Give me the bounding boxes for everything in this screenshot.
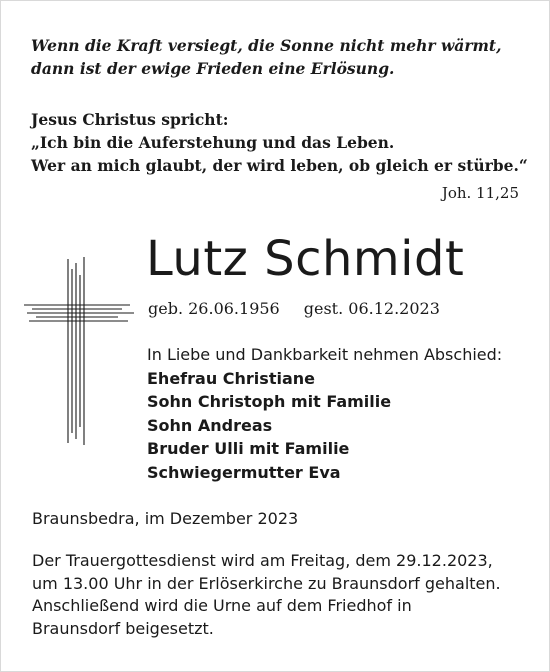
- motto-line: Wenn die Kraft versiegt, die Sonne nicht mehr wärmt,: [31, 36, 502, 55]
- bible-quote: [31, 108, 531, 177]
- mourners-list: [147, 367, 537, 485]
- place-date: Braunsbedra, im Dezember 2023: [32, 509, 299, 528]
- life-dates: [148, 298, 440, 320]
- motto-verse: [31, 34, 531, 80]
- cross-icon: [24, 257, 136, 447]
- service-notice: [32, 550, 537, 640]
- mourners-block: [147, 343, 537, 484]
- quote-line: „Ich bin die Auferstehung und das Leben.: [31, 133, 395, 152]
- service-line: Anschließend wird die Urne auf dem Friedhof in: [32, 596, 412, 615]
- quote-line: Wer an mich glaubt, der wird leben, ob gleich er stürbe.“: [31, 156, 528, 175]
- service-line: Braunsdorf beigesetzt.: [32, 618, 214, 638]
- mourners-intro: In Liebe und Dankbarkeit nehmen Abschied:: [147, 345, 503, 364]
- service-line: Der Trauergottesdienst wird am Freitag, dem 29.12.2023,: [32, 551, 493, 570]
- birth-date: geb. 26.06.1956: [148, 299, 280, 318]
- service-line: um 13.00 Uhr in der Erlöserkirche zu Braunsdorf gehalten.: [32, 573, 501, 593]
- mourner-name: Bruder Ulli mit Familie: [147, 439, 350, 458]
- death-date: gest. 06.12.2023: [303, 299, 440, 318]
- mourner-name: Schwiegermutter Eva: [147, 462, 341, 482]
- motto-line: dann ist der ewige Frieden eine Erlösung.: [31, 59, 395, 78]
- mourner-name: Sohn Christoph mit Familie: [147, 392, 392, 411]
- deceased-name: Lutz Schmidt: [146, 231, 465, 287]
- quote-intro: Jesus Christus spricht:: [31, 110, 229, 129]
- mourner-name: Ehefrau Christiane: [147, 368, 315, 388]
- quote-reference: Joh. 11,25: [441, 184, 519, 202]
- mourner-name: Sohn Andreas: [147, 415, 273, 435]
